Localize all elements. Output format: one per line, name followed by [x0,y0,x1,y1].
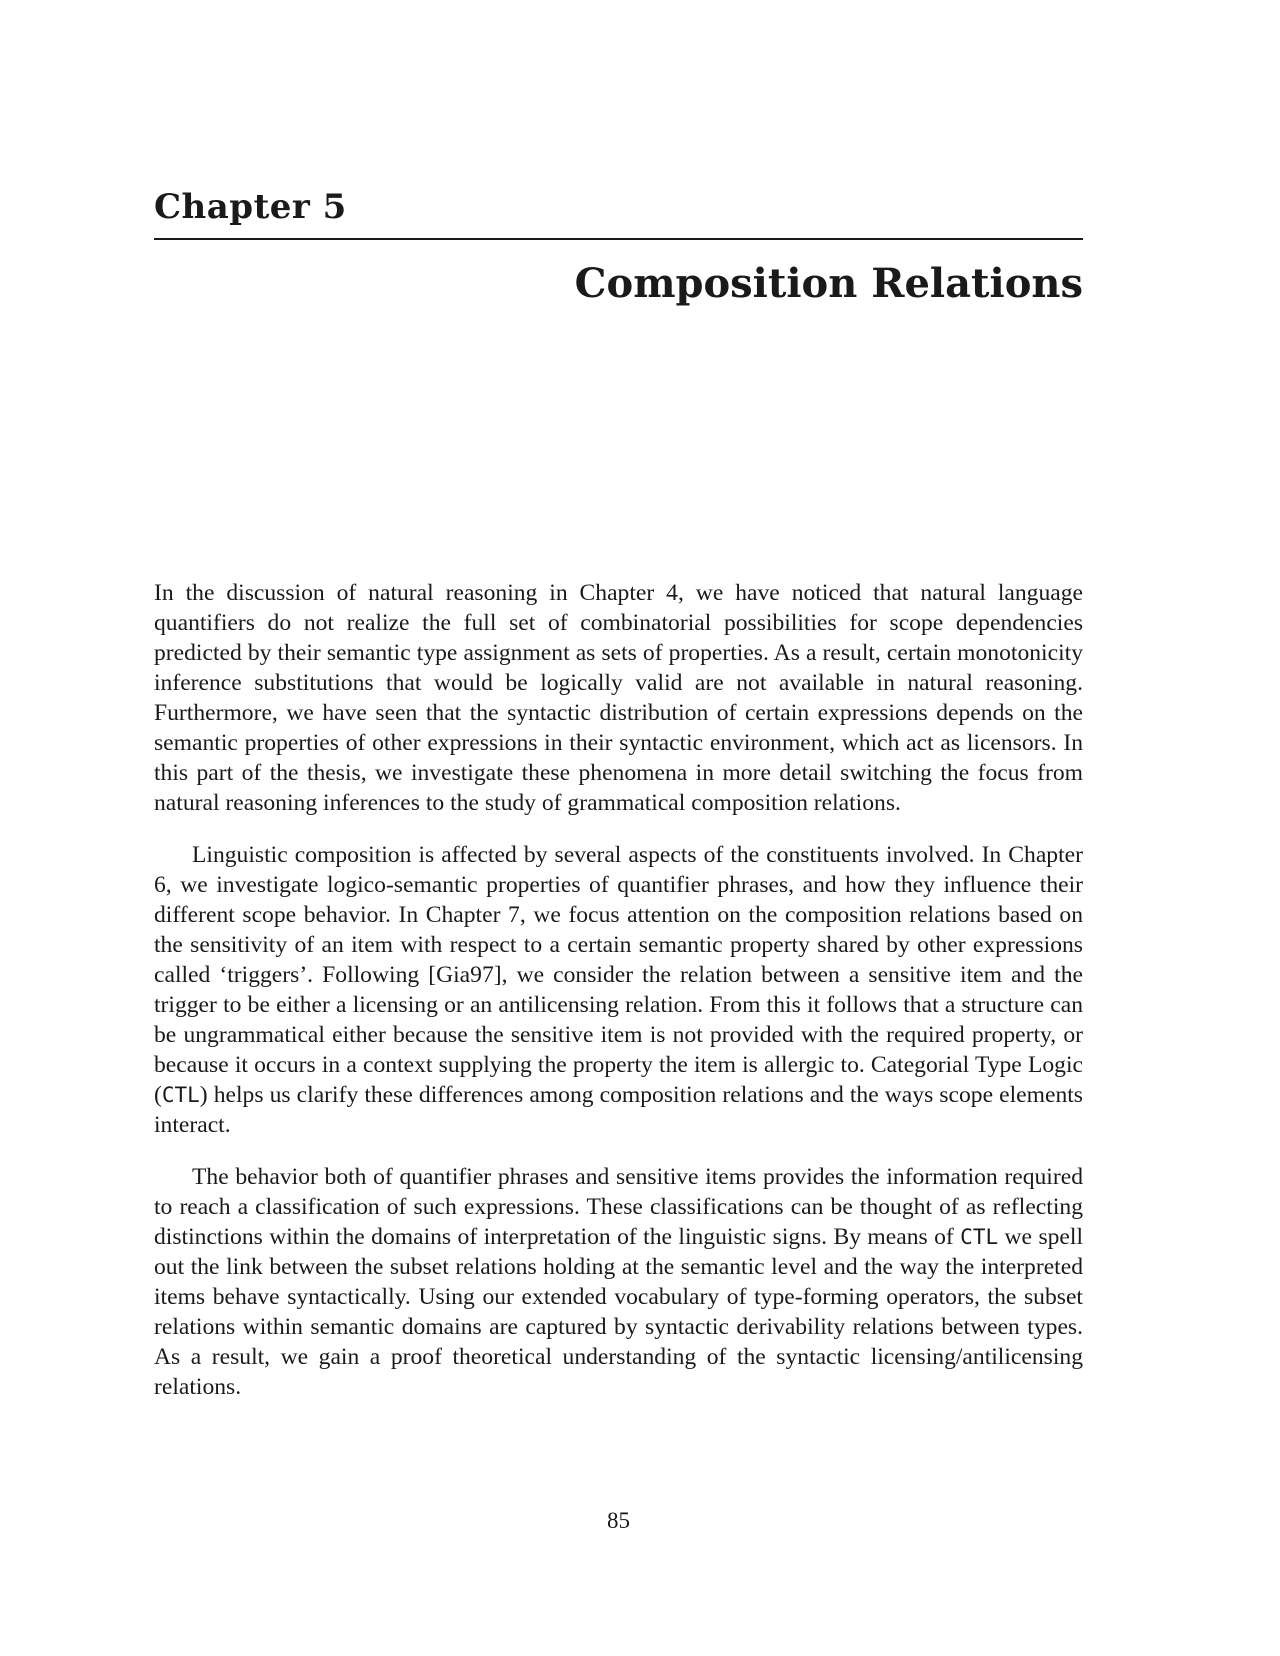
page-number: 85 [607,1508,630,1533]
ctl-abbreviation: CTL [960,1225,999,1249]
paragraph-2 [154,840,1083,1140]
chapter-title: Composition Relations [574,260,1083,307]
body-text [154,578,1083,1424]
chapter-rule [154,238,1083,240]
chapter-label: Chapter 5 [154,187,347,227]
paragraph-text: In the discussion of natural reasoning in Chapter 4, we have noticed that natural language quantifiers do not realize the full set of combinatorial possibilities for scope dependencies predicted by their semantic type assignment as sets of properties. As a result, certain monotonicity inference substitutions that would be logically valid are not available in natural reasoning. Furthermore, we have seen that the syntactic distribution of certain expressions depends on the semantic properties of other expressions in their syntactic environment, which act as licensors. In this part of the thesis, we investigate these phenomena in more detail switching the focus from natural reasoning inferences to the study of grammatical composition relations. [154,580,1083,816]
paragraph-3 [154,1162,1083,1402]
paragraph-text: we spell out the link between the subset relations holding at the semantic level and the way the interpreted items behave syntactically. Using our extended vocabulary of type-forming operators, the subset relations within semantic domains are captured by syntactic derivability relations between types. As a result, we gain a proof theoretical understanding of the syntactic licensing/antilicensing relations. [154,1224,1084,1400]
paragraph-text: ) helps us clarify these differences among composition relations and the ways scope elements interact. [154,1082,1083,1138]
paragraph-text: Linguistic composition is affected by several aspects of the constituents involved. In Chapter 6, we investigate logico-semantic properties of quantifier phrases, and how they influence their different scope behavior. In Chapter 7, we focus attention on the composition relations based on the sensitivity of an item with respect to a certain semantic property shared by other expressions called ‘triggers’. Following [Gia97], we consider the relation between a sensitive item and the trigger to be either a licensing or an antilicensing relation. From this it follows that a structure can be ungrammatical either because the sensitive item is not provided with the required property, or because it occurs in a context supplying the property the item is allergic to. Categorial Type Logic ( [154,842,1083,1108]
ctl-abbreviation: CTL [161,1083,200,1107]
paragraph-1 [154,578,1083,818]
document-page [154,0,1083,1656]
paragraph-text: The behavior both of quantifier phrases and sensitive items provides the information required to reach a classification of such expressions. These classifications can be thought of as reflecting distinctions within the domains of interpretation of the linguistic signs. By means of [154,1164,1083,1250]
